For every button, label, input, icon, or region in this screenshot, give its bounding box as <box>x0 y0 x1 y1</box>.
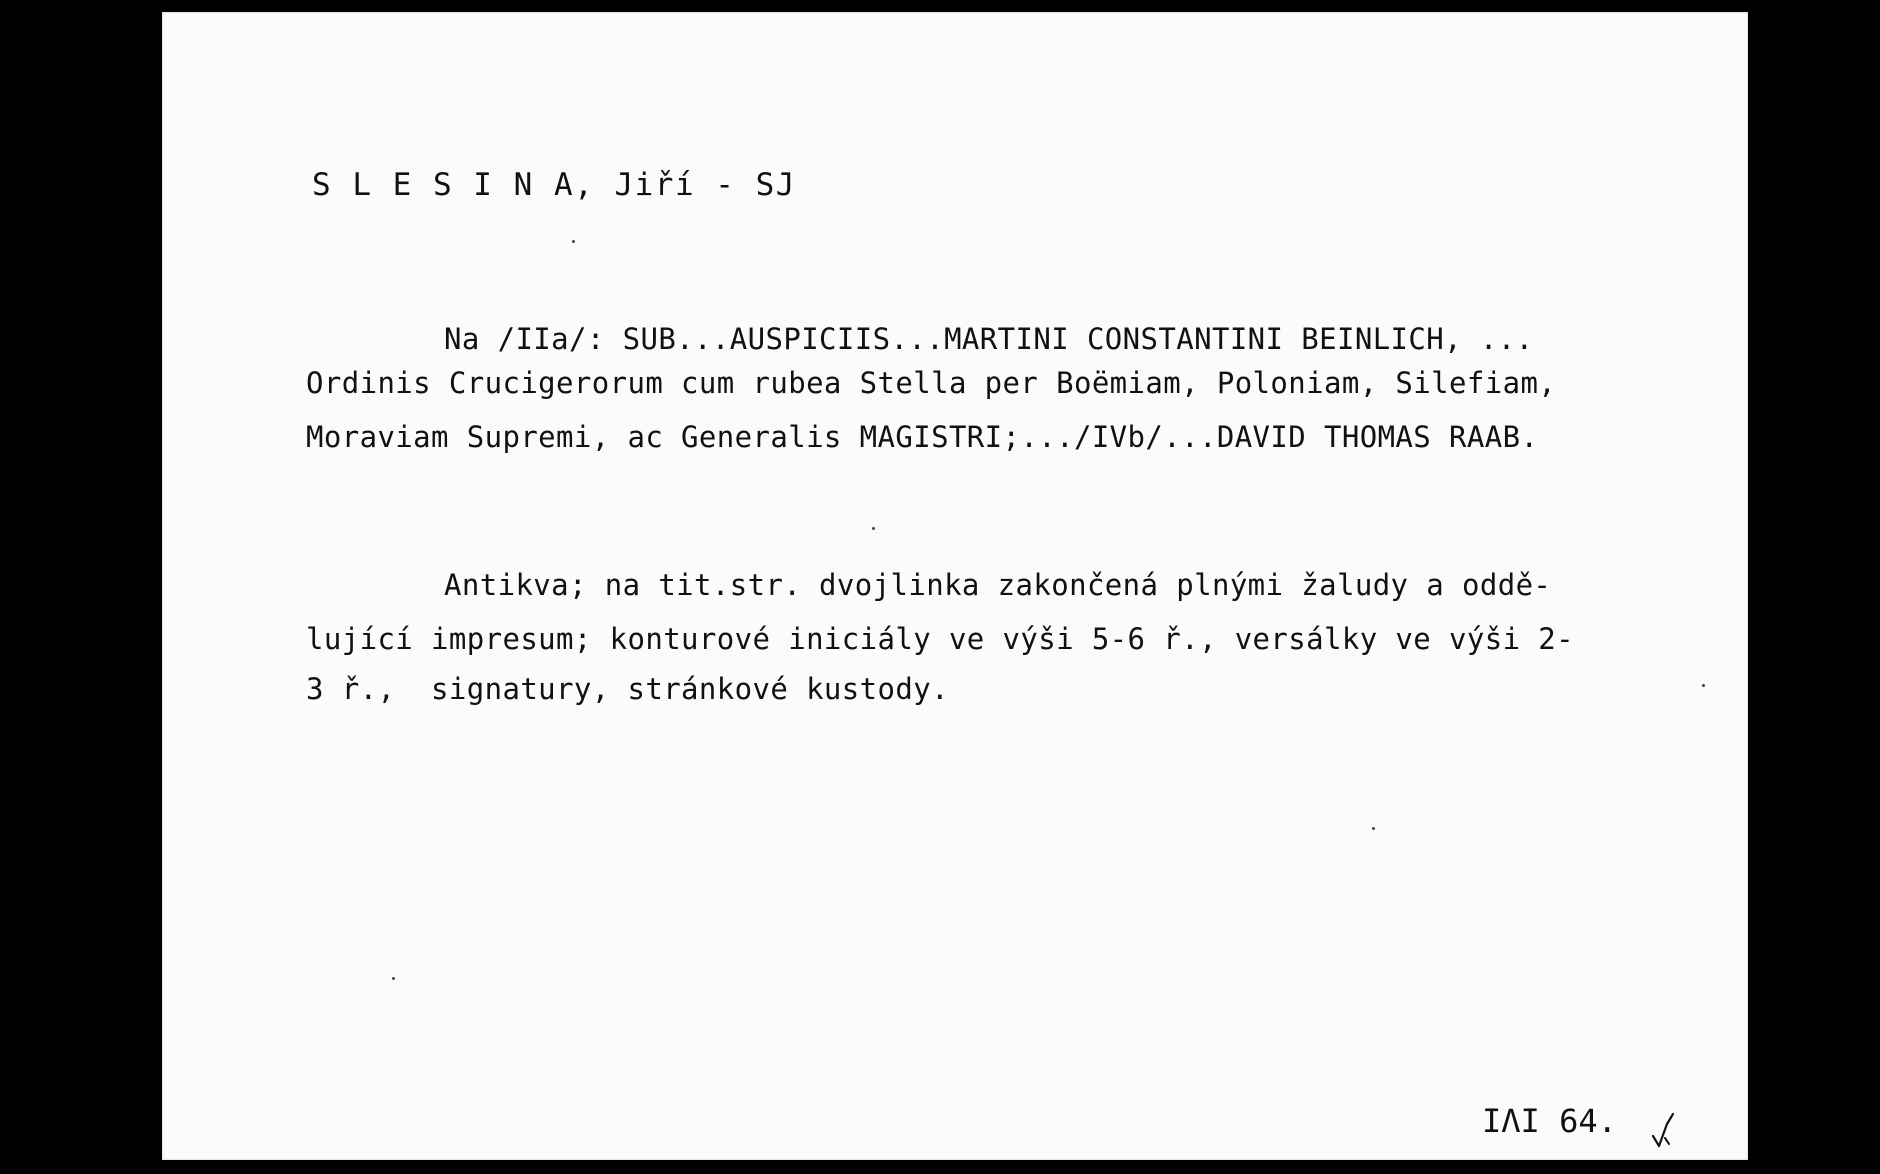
description-line: lující impresum; konturové iniciály ve výši 5-6 ř., versálky ve výši 2- <box>306 622 1575 656</box>
card-heading: S L E S I N A, Jiří - SJ <box>312 167 796 203</box>
catalog-card <box>162 12 1748 1160</box>
handwritten-check-icon <box>1647 1106 1687 1156</box>
scan-speck <box>392 977 395 980</box>
transcription-line: Na /IIa/: SUB...AUSPICIIS...MARTINI CONSTANTINI BEINLICH, ... <box>444 322 1534 356</box>
transcription-line: Ordinis Crucigerorum cum rubea Stella per Boëmiam, Poloniam, Silefiam, <box>306 366 1557 400</box>
scan-speck <box>1702 684 1705 687</box>
scan-speck <box>872 527 875 530</box>
call-number: ΙΛΙ 64. <box>1482 1102 1617 1140</box>
transcription-line: Moraviam Supremi, ac Generalis MAGISTRI;.../IVb/...DAVID THOMAS RAAB. <box>306 420 1539 454</box>
scan-speck <box>1372 827 1375 830</box>
scan-speck <box>572 240 575 243</box>
description-line: Antikva; na tit.str. dvojlinka zakončená plnými žaludy a oddě- <box>444 568 1552 602</box>
description-line: 3 ř., signatury, stránkové kustody. <box>306 672 949 706</box>
